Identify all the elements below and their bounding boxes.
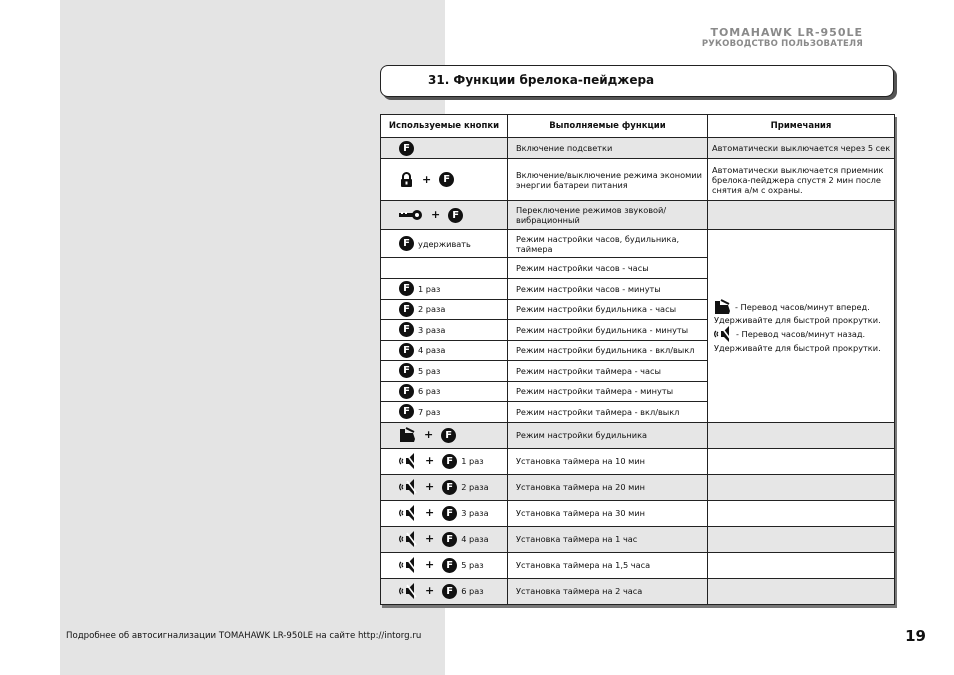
manual-subtitle: РУКОВОДСТВО ПОЛЬЗОВАТЕЛЯ [701, 39, 863, 49]
trunk-icon [399, 427, 416, 443]
section-title: 31. Функции брелока-пейджера [428, 73, 655, 87]
f-button-icon: F [399, 363, 414, 378]
f-button-icon: F [399, 343, 414, 358]
header-buttons: Используемые кнопки [381, 115, 508, 138]
function-cell: Установка таймера на 1 час [508, 526, 708, 552]
note-cell: Автоматически выключается приемник брелока-пейджера спустя 2 мин после снятия а/м с охраны. [708, 159, 895, 201]
function-cell: Режим настройки таймера - минуты [508, 381, 708, 402]
function-cell: Режим настройки будильника - вкл/выкл [508, 340, 708, 361]
function-cell: Установка таймера на 20 мин [508, 474, 708, 500]
press-count: 1 раз [418, 283, 441, 294]
table-row [381, 138, 895, 159]
table-row: + F 4 раза Установка таймера на 1 час [381, 526, 895, 552]
press-count: 1 раз [461, 456, 484, 466]
speaker-mute-icon [399, 556, 417, 574]
note-hold-backward: Удерживайте для быстрой прокрутки. [714, 342, 881, 353]
f-button-icon: F [399, 302, 414, 317]
f-button-icon: F [442, 532, 457, 547]
press-count: 5 раз [418, 365, 441, 376]
function-cell: Установка таймера на 2 часа [508, 578, 708, 604]
note-cell [708, 552, 895, 578]
function-cell: Включение подсветки [508, 138, 708, 159]
key-icon [399, 208, 423, 222]
table-row [381, 230, 895, 258]
f-button-icon: F [448, 208, 463, 223]
press-count: 2 раза [461, 482, 489, 492]
table-row: + F 3 раза Установка таймера на 30 мин [381, 500, 895, 526]
f-button-icon: F [399, 404, 414, 419]
note-cell [708, 500, 895, 526]
speaker-mute-icon [714, 325, 732, 343]
f-button-icon: F [399, 141, 414, 156]
press-count: 7 раз [418, 406, 441, 417]
f-button-icon: F [442, 454, 457, 469]
table-row: + F 1 раз Установка таймера на 10 мин [381, 448, 895, 474]
press-count: 6 раз [461, 586, 484, 596]
header-functions: Выполняемые функции [508, 115, 708, 138]
f-button-icon: F [439, 172, 454, 187]
f-button-icon: F [399, 384, 414, 399]
header-notes: Примечания [708, 115, 895, 138]
f-button-icon: F [442, 506, 457, 521]
function-cell: Включение/выключение режима экономии энергии батареи питания [508, 159, 708, 201]
function-cell: Установка таймера на 10 мин [508, 448, 708, 474]
note-cell: Автоматически выключается через 5 сек [708, 138, 895, 159]
merged-note-cell [708, 230, 895, 423]
note-backward: - Перевод часов/минут назад. [736, 328, 866, 339]
table-row: + F 5 раз Установка таймера на 1,5 часа [381, 552, 895, 578]
section-title-box [380, 65, 894, 97]
note-cell [708, 526, 895, 552]
table-row: + F Режим настройки будильника [381, 422, 895, 448]
table-header-row [381, 115, 895, 138]
function-cell: Режим настройки часов - минуты [508, 279, 708, 300]
table-row: + F 2 раза Установка таймера на 20 мин [381, 474, 895, 500]
press-count: 2 раза [418, 304, 446, 315]
note-cell [708, 578, 895, 604]
press-count: 5 раз [461, 560, 484, 570]
speaker-mute-icon [399, 582, 417, 600]
note-hold-forward: Удерживайте для быстрой прокрутки. [714, 314, 881, 325]
speaker-mute-icon [399, 452, 417, 470]
function-cell: Установка таймера на 1,5 часа [508, 552, 708, 578]
function-cell: Режим настройки будильника - минуты [508, 320, 708, 341]
speaker-mute-icon [399, 478, 417, 496]
press-count: 6 раз [418, 386, 441, 397]
f-button-icon: F [399, 236, 414, 251]
function-cell: Установка таймера на 30 мин [508, 500, 708, 526]
page-number: 19 [905, 627, 926, 645]
function-cell: Переключение режимов звуковой/вибрационный [508, 201, 708, 230]
function-cell: Режим настройки будильника - часы [508, 299, 708, 320]
function-cell: Режим настройки будильника [508, 422, 708, 448]
f-button-icon: F [399, 322, 414, 337]
f-button-icon: F [442, 584, 457, 599]
press-count: удерживать [418, 238, 471, 249]
note-forward: - Перевод часов/минут вперед. [735, 301, 870, 312]
table-row: + F Переключение режимов звуковой/вибрационный [381, 201, 895, 230]
functions-table [380, 114, 895, 605]
footer-text: Подробнее об автосигнализации TOMAHAWK LR-950LE на сайте http://intorg.ru [66, 631, 422, 641]
f-button-icon: F [442, 558, 457, 573]
f-button-icon: F [442, 480, 457, 495]
note-cell [708, 201, 895, 230]
function-cell: Режим настройки таймера - вкл/выкл [508, 402, 708, 423]
function-cell: Режим настройки часов - часы [508, 258, 708, 279]
function-cell: Режим настройки часов, будильника, таймера [508, 230, 708, 258]
press-count: 3 раза [418, 324, 446, 335]
brand-header [702, 27, 863, 50]
note-cell [708, 448, 895, 474]
f-button-icon: F [399, 281, 414, 296]
table-row: + F Включение/выключение режима экономии энергии батареи питания Автоматически выключается приемник брелока-пейджера спустя 2 мин после снятия а/м с охраны. [381, 159, 895, 201]
f-button-icon: F [441, 428, 456, 443]
speaker-mute-icon [399, 530, 417, 548]
model-name: TOMAHAWK LR-950LE [710, 26, 863, 39]
press-count: 3 раза [461, 508, 489, 518]
trunk-icon [714, 299, 731, 315]
speaker-mute-icon [399, 504, 417, 522]
note-cell [708, 474, 895, 500]
lock-icon [399, 172, 414, 188]
note-cell [708, 422, 895, 448]
function-cell: Режим настройки таймера - часы [508, 361, 708, 382]
table-row: + F 6 раз Установка таймера на 2 часа [381, 578, 895, 604]
press-count: 4 раза [418, 345, 446, 356]
press-count: 4 раза [461, 534, 489, 544]
